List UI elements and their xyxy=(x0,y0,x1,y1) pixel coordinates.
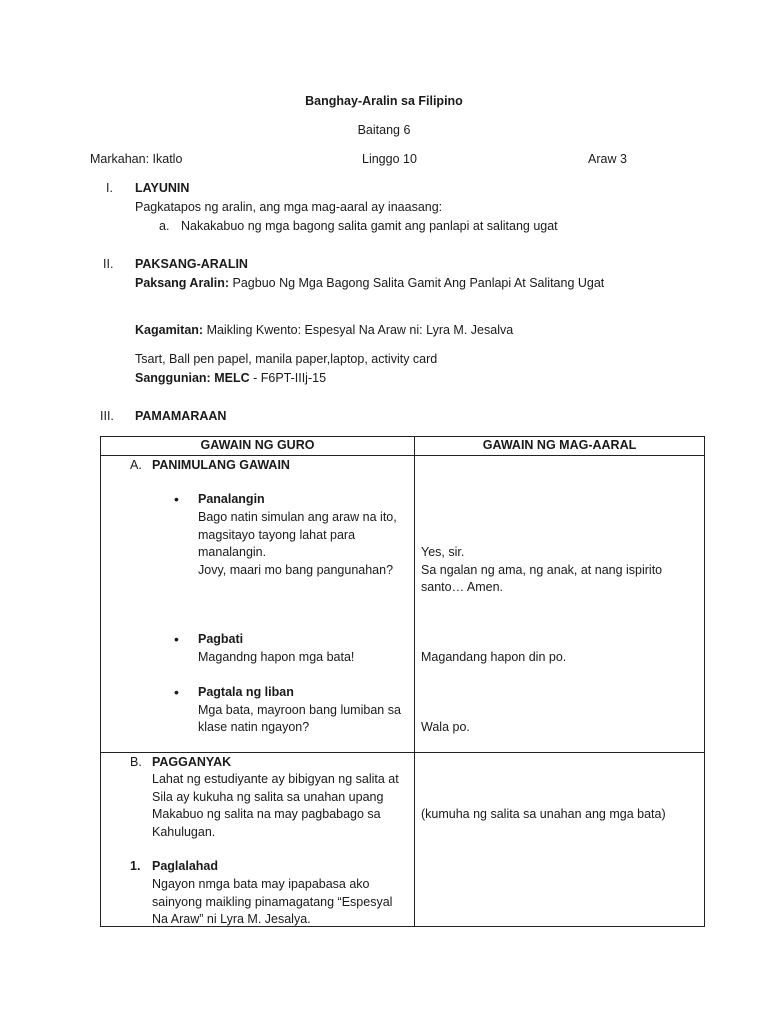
materials-value: Maikling Kwento: Espesyal Na Araw ni: Lyra M. Jesalva xyxy=(206,323,514,337)
paglalahad-line: sainyong maikling pinamagatang “Espesyal xyxy=(152,894,393,909)
section-iii-heading: PAMAMARAAN xyxy=(135,409,227,423)
panalangin-answer: santo… Amen. xyxy=(421,579,503,594)
row-b-student-cell xyxy=(415,752,705,926)
pagbati-answer: Magandang hapon din po. xyxy=(421,649,567,664)
panalangin-line: Jovy, maari mo bang pangunahan? xyxy=(198,562,394,577)
bullet-icon: • xyxy=(174,683,179,700)
document-title: Banghay-Aralin sa Filipino xyxy=(305,94,463,108)
row-a-letter: A. xyxy=(130,457,142,472)
pagtala-title: Pagtala ng liban xyxy=(198,684,294,699)
pagganyak-answer: (kumuha ng salita sa unahan ang mga bata) xyxy=(421,806,666,821)
reference-line xyxy=(135,371,326,385)
bullet-icon: • xyxy=(174,630,179,647)
reference-bold: MELC xyxy=(214,371,250,385)
row-a-student-cell xyxy=(415,455,705,752)
row-b-line: Lahat ng estudiyante ay bibigyan ng salita at xyxy=(152,771,399,786)
table-row xyxy=(101,752,705,926)
paglalahad-number: 1. xyxy=(130,858,141,873)
paglalahad-title: Paglalahad xyxy=(152,858,218,873)
row-a-teacher-cell xyxy=(101,455,415,752)
topic-line xyxy=(135,276,604,290)
section-ii-number: II. xyxy=(103,257,114,271)
pagbati-title: Pagbati xyxy=(198,631,244,646)
row-b-line: Makabuo ng salita na may pagbabago sa xyxy=(152,806,381,821)
panalangin-answer: Sa ngalan ng ama, ng anak, at nang ispirito xyxy=(421,562,663,577)
row-b-line: Sila ay kukuha ng salita sa unahan upang xyxy=(152,789,384,804)
row-b-teacher-cell xyxy=(101,752,415,926)
section-ii-heading: PAKSANG-ARALIN xyxy=(135,257,248,271)
quarter-label: Markahan: Ikatlo xyxy=(90,152,183,166)
day-label: Araw 3 xyxy=(588,152,627,166)
row-b-letter: B. xyxy=(130,754,142,769)
materials-line xyxy=(135,323,513,337)
section-i-number: I. xyxy=(106,181,113,195)
topic-value: Pagbuo Ng Mga Bagong Salita Gamit Ang Panlapi At Salitang Ugat xyxy=(232,276,605,290)
procedure-table xyxy=(100,436,705,927)
pagbati-line: Magandng hapon mga bata! xyxy=(198,649,355,664)
materials-label: Kagamitan: xyxy=(135,323,204,337)
panalangin-answer: Yes, sir. xyxy=(421,544,465,559)
table-row xyxy=(101,455,705,752)
header-student: GAWAIN NG MAG-AARAL xyxy=(415,437,705,456)
row-b-line: Kahulugan. xyxy=(152,824,216,839)
paglalahad-line: Ngayon nmga bata may ipapabasa ako xyxy=(152,876,370,891)
objective-item: Nakakabuo ng mga bagong salita gamit ang panlapi at salitang ugat xyxy=(181,219,558,233)
row-b-title: PAGGANYAK xyxy=(152,754,232,769)
materials-extra: Tsart, Ball pen papel, manila paper,laptop, activity card xyxy=(135,352,438,366)
objective-letter: a. xyxy=(159,219,170,233)
row-a-title: PANIMULANG GAWAIN xyxy=(152,457,290,472)
objective-intro: Pagkatapos ng aralin, ang mga mag-aaral ay inaasang: xyxy=(135,200,443,214)
reference-value: - F6PT-IIIj-15 xyxy=(253,371,327,385)
panalangin-line: magsitayo tayong lahat para xyxy=(198,527,356,542)
week-label: Linggo 10 xyxy=(362,152,417,166)
topic-label: Paksang Aralin: xyxy=(135,276,230,290)
paglalahad-line: Na Araw” ni Lyra M. Jesalya. xyxy=(152,911,311,926)
pagtala-answer: Wala po. xyxy=(421,719,470,734)
reference-label: Sanggunian: xyxy=(135,371,211,385)
bullet-icon: • xyxy=(174,490,179,507)
panalangin-title: Panalangin xyxy=(198,491,265,506)
section-i-heading: LAYUNIN xyxy=(135,181,190,195)
grade-level: Baitang 6 xyxy=(357,123,411,137)
panalangin-line: Bago natin simulan ang araw na ito, xyxy=(198,509,397,524)
pagtala-line: Mga bata, mayroon bang lumiban sa xyxy=(198,702,401,717)
header-teacher: GAWAIN NG GURO xyxy=(101,437,415,456)
section-iii-number: III. xyxy=(100,409,114,423)
pagtala-line: klase natin ngayon? xyxy=(198,719,310,734)
table-header-row xyxy=(101,437,705,456)
panalangin-line: manalangin. xyxy=(198,544,267,559)
